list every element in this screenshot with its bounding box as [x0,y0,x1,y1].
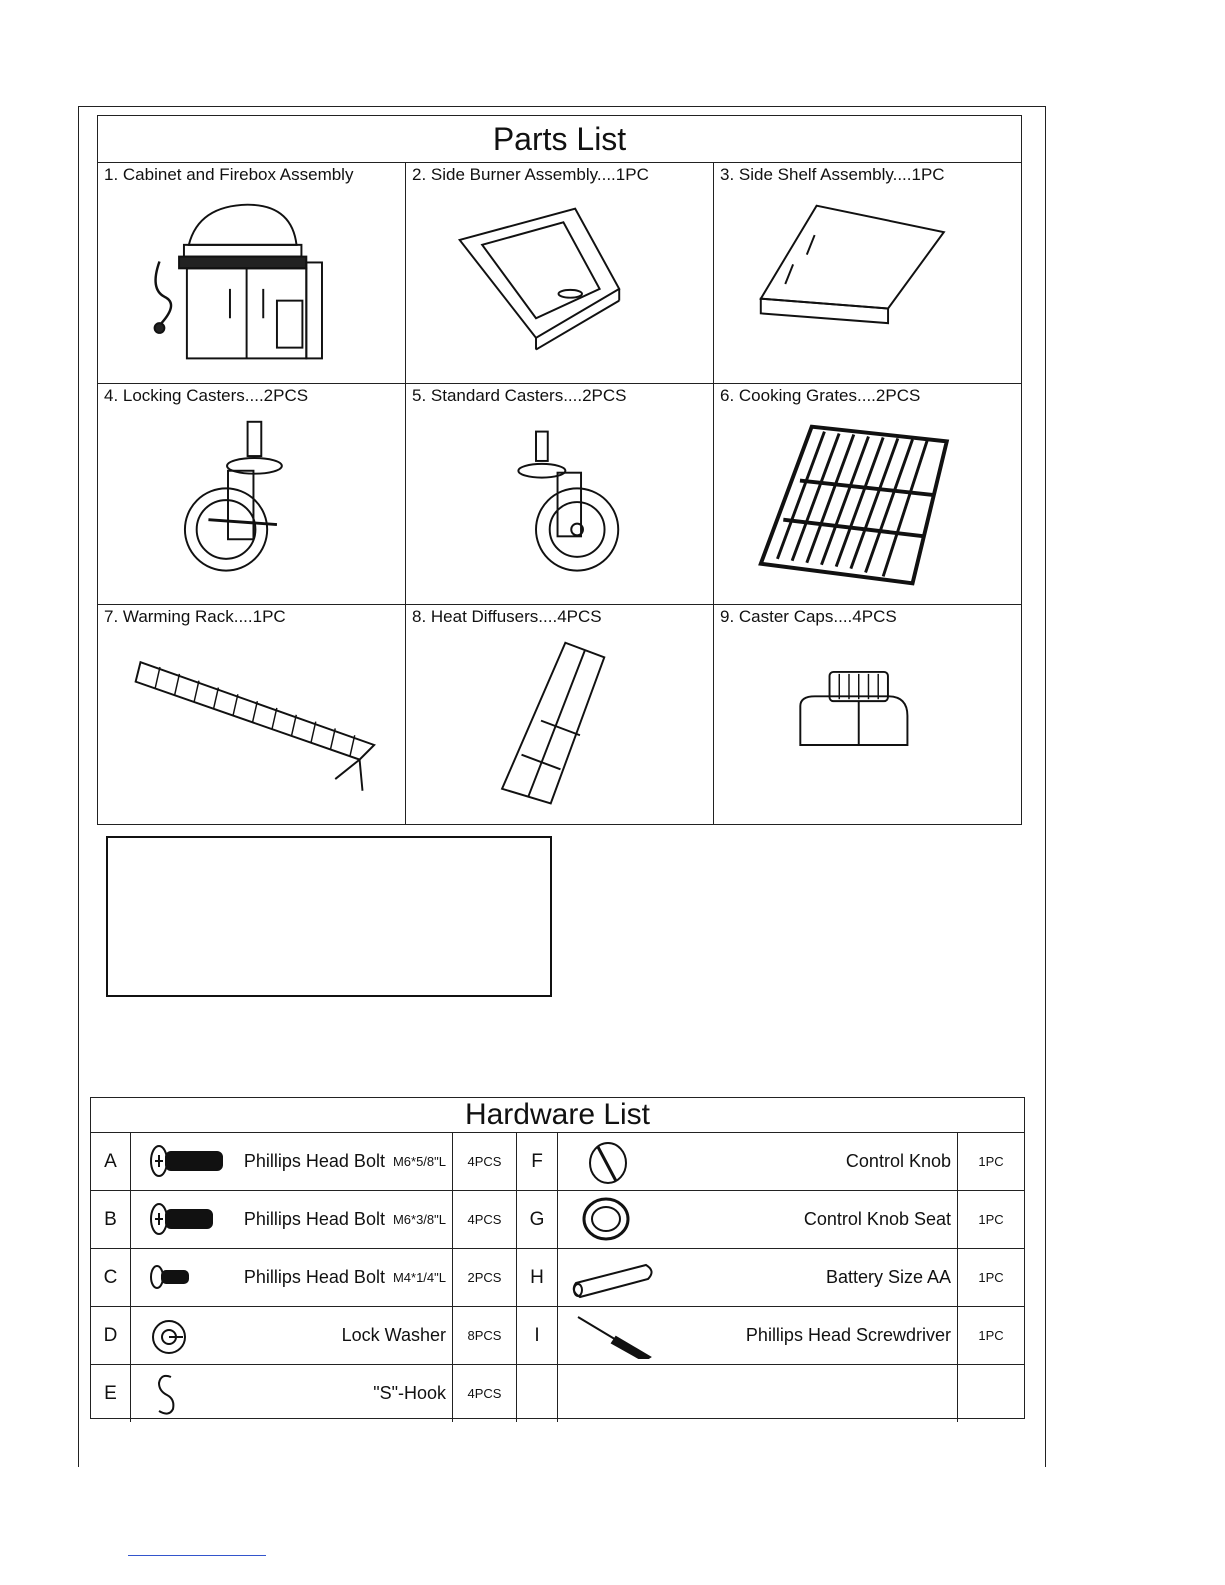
hw-item [558,1133,958,1190]
hw-letter: F [517,1133,558,1190]
part-label: 9. Caster Caps....4PCS [720,607,897,626]
side-shelf-icon [714,191,1021,377]
table-row [91,1249,1024,1307]
hw-qty: 2PCS [453,1249,517,1306]
hw-letter: I [517,1307,558,1364]
hw-qty: 4PCS [453,1133,517,1190]
hw-item [131,1191,453,1248]
hw-name: Phillips Head Bolt [243,1209,385,1229]
hw-qty: 1PC [978,1270,1004,1285]
small-bolt-icon [139,1253,229,1301]
part-label: 3. Side Shelf Assembly....1PC [720,165,945,184]
hw-name: "S"-Hook [373,1383,446,1403]
hardware-list-table [90,1097,1025,1419]
hw-qty [958,1365,1024,1422]
hw-letter [517,1365,558,1422]
part-cell [98,605,406,824]
caster-cap-icon [714,633,1021,818]
hw-item [558,1249,958,1306]
part-label: 2. Side Burner Assembly....1PC [412,165,649,184]
lock-washer-icon [139,1311,229,1359]
hw-letter: G [517,1191,558,1248]
hw-qty: 1PC [978,1154,1004,1169]
parts-list-title: Parts List [98,116,1021,163]
hw-letter: C [91,1249,131,1306]
part-cell [714,163,1021,384]
hw-qty: 1PC [978,1212,1004,1227]
hw-item [558,1191,958,1248]
blank-note-box [106,836,552,997]
hardware-list-title: Hardware List [91,1098,1024,1133]
battery-icon [566,1253,656,1301]
bolt-icon [139,1195,229,1243]
table-row [91,1365,1024,1422]
hw-item [558,1307,958,1364]
hw-letter: B [91,1191,131,1248]
side-burner-icon [406,191,713,377]
hw-item [131,1133,453,1190]
hw-name: Phillips Head Screwdriver [745,1325,951,1345]
part-cell [406,384,714,605]
hw-letter: E [91,1365,131,1422]
hw-qty: 4PCS [453,1365,517,1422]
part-label: 5. Standard Casters....2PCS [412,386,627,405]
hw-size: M6*5/8"L [392,1154,446,1169]
screwdriver-icon [566,1311,656,1359]
hw-qty: 4PCS [453,1191,517,1248]
table-row [91,1191,1024,1249]
parts-list-table [97,115,1022,825]
part-cell [98,163,406,384]
part-cell [714,605,1021,824]
hw-name: Lock Washer [341,1325,446,1345]
s-hook-icon [139,1369,229,1417]
hw-item [131,1249,453,1306]
footer-link-rule [128,1555,266,1556]
locking-caster-icon [98,412,405,598]
hw-item [131,1365,453,1422]
heat-diffuser-icon [406,633,713,818]
part-label: 7. Warming Rack....1PC [104,607,286,626]
hw-size: M4*1/4"L [392,1270,446,1285]
hw-letter: H [517,1249,558,1306]
part-cell [98,384,406,605]
hw-qty: 8PCS [453,1307,517,1364]
bolt-icon [139,1137,229,1185]
part-cell [714,384,1021,605]
part-label: 6. Cooking Grates....2PCS [720,386,921,405]
control-knob-icon [566,1137,656,1185]
hw-letter: D [91,1307,131,1364]
hw-item [131,1307,453,1364]
hw-size: M6*3/8"L [392,1212,446,1227]
hw-qty: 1PC [978,1328,1004,1343]
knob-seat-icon [566,1195,656,1243]
part-label: 8. Heat Diffusers....4PCS [412,607,602,626]
cooking-grate-icon [714,412,1021,598]
part-cell [406,163,714,384]
part-label: 1. Cabinet and Firebox Assembly [104,165,354,184]
hw-letter: A [91,1133,131,1190]
hw-name: Control Knob Seat [803,1209,951,1229]
standard-caster-icon [406,412,713,598]
hw-name: Phillips Head Bolt [243,1151,385,1171]
hw-name: Control Knob [845,1151,951,1171]
hw-name: Battery Size AA [825,1267,951,1287]
part-cell [406,605,714,824]
hw-name: Phillips Head Bolt [243,1267,385,1287]
table-row [91,1307,1024,1365]
hw-item [558,1365,958,1422]
part-label: 4. Locking Casters....2PCS [104,386,309,405]
grill-cabinet-icon [98,191,405,377]
table-row [91,1133,1024,1191]
warming-rack-icon [98,633,405,818]
